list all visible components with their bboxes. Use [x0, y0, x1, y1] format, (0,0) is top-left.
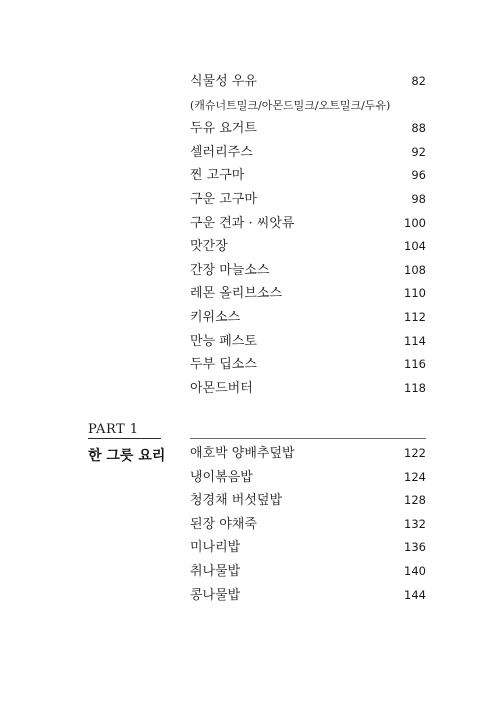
- toc-entry: [190, 141, 426, 165]
- toc-entry-title: 아몬드버터: [190, 380, 253, 396]
- toc-entry-page: 122: [404, 446, 426, 460]
- toc-entry-page: 132: [404, 516, 426, 531]
- toc-entry: [190, 513, 426, 537]
- toc-entry-title: 맛간장: [190, 239, 228, 255]
- toc-entry-title: 구운 고구마: [190, 191, 257, 207]
- toc-entry-page: 136: [404, 540, 426, 555]
- toc-entry: [190, 306, 426, 330]
- toc-entry-page: 128: [404, 493, 426, 508]
- toc-entry-title: 콩나물밥: [190, 587, 241, 603]
- toc-entry-page: 116: [404, 357, 426, 372]
- toc-entry: [190, 235, 426, 259]
- toc-entry-title: 간장 마늘소스: [190, 262, 270, 278]
- toc-entry-page: 118: [404, 380, 426, 395]
- toc-entry-note: [190, 94, 426, 118]
- toc-entry-page: 100: [404, 215, 426, 230]
- toc-entry: [190, 164, 426, 188]
- toc-entry-title: 미나리밥: [190, 540, 241, 556]
- toc-list-recipes: [190, 70, 426, 400]
- toc-entry-page: 112: [404, 309, 426, 324]
- toc-entry-page: 140: [404, 563, 426, 578]
- toc-entry-page: 108: [404, 262, 426, 277]
- toc-entry-title: 냉이볶음밥: [190, 469, 253, 485]
- toc-entry-title: 청경채 버섯덮밥: [190, 493, 283, 509]
- toc-entry-title: 레몬 올리브소스: [190, 286, 283, 302]
- toc-entry: [190, 282, 426, 306]
- part-label: PART 1: [88, 422, 139, 437]
- part-title: 한 그릇 요리: [88, 448, 166, 464]
- toc-entry-page: 98: [411, 191, 426, 206]
- toc-entry: [190, 377, 426, 401]
- toc-entry: [190, 117, 426, 141]
- toc-entry: [190, 536, 426, 560]
- toc-entry-title: 셀러리주스: [190, 144, 253, 160]
- toc-entry-page: 82: [411, 74, 426, 88]
- toc-entry-title: 만능 페스토: [190, 333, 257, 349]
- toc-entry-title: 된장 야채죽: [190, 516, 257, 532]
- toc-entry-page: 144: [404, 587, 426, 602]
- toc-entry: [190, 489, 426, 513]
- toc-entry: [190, 466, 426, 490]
- toc-entry-title: 두부 딥소스: [190, 357, 257, 373]
- toc-entry-title: 취나물밥: [190, 563, 241, 579]
- toc-entry-page: 92: [411, 144, 426, 159]
- toc-entry-title: 두유 요거트: [190, 121, 257, 137]
- toc-list-part-1: [190, 442, 426, 607]
- toc-entry-page: 114: [404, 333, 426, 348]
- toc-entry: [190, 584, 426, 608]
- toc-entry: [190, 560, 426, 584]
- toc-entry-title: 구운 견과 · 씨앗류: [190, 215, 295, 231]
- toc-entry-title: 찐 고구마: [190, 168, 245, 184]
- toc-entry-page: 104: [404, 239, 426, 254]
- part-divider-left: [88, 438, 161, 439]
- toc-entry-page: 124: [404, 469, 426, 484]
- toc-entry-title: 키위소스: [190, 309, 241, 325]
- toc-entry-page: 96: [411, 168, 426, 183]
- toc-entry: [190, 442, 426, 466]
- toc-entry: [190, 353, 426, 377]
- part-divider-right: [190, 438, 426, 439]
- toc-entry: [190, 212, 426, 236]
- toc-entry-title: 애호박 양배추덮밥: [190, 446, 295, 461]
- toc-entry: [190, 188, 426, 212]
- toc-entry: [190, 259, 426, 283]
- toc-entry: [190, 330, 426, 354]
- toc-entry-page: 110: [404, 286, 426, 301]
- toc-entry-page: 88: [411, 121, 426, 136]
- toc-entry: [190, 70, 426, 94]
- toc-entry-title: 식물성 우유: [190, 74, 257, 89]
- toc-entry-title: (캐슈너트밀크/아몬드밀크/오트밀크/두유): [190, 98, 391, 112]
